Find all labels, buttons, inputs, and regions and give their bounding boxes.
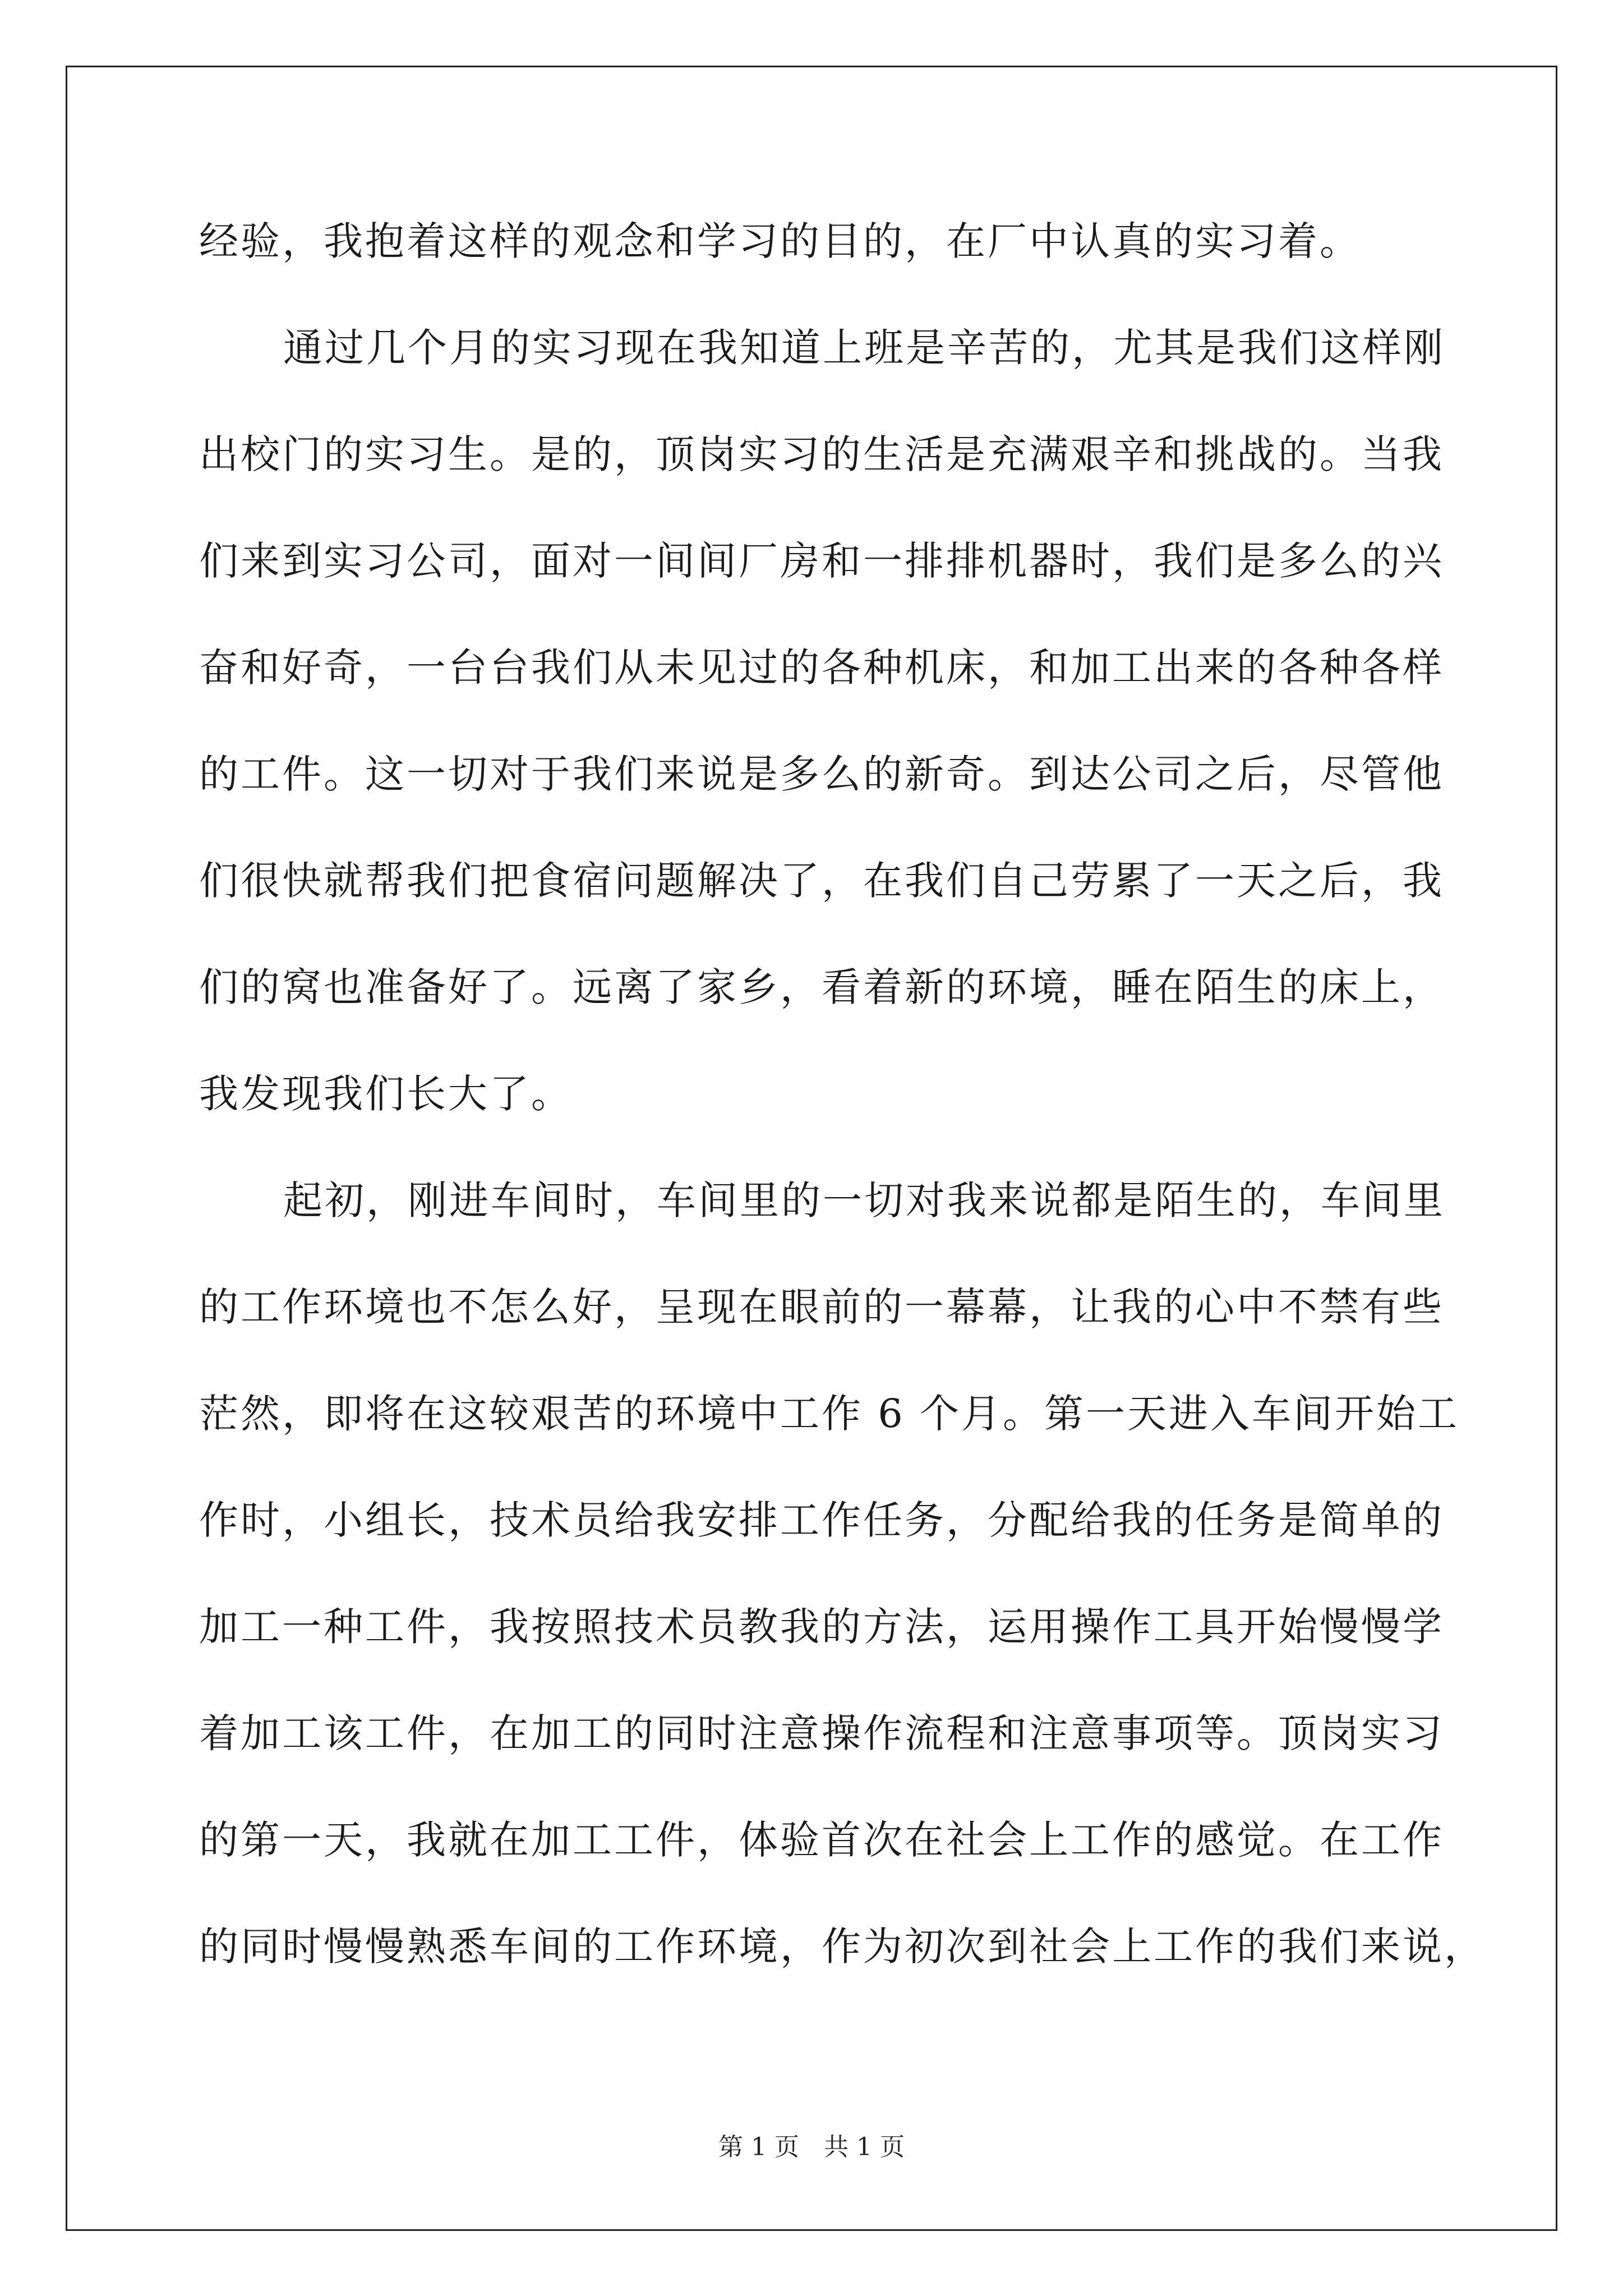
text-line-6: 的工件。这一切对于我们来说是多么的新奇。到达公司之后，尽管他 [199,751,1444,797]
text-line-4: 们来到实习公司，面对一间间厂房和一排排机器时，我们是多么的兴 [199,538,1444,584]
text-line-11: 的工作环境也不怎么好，呈现在眼前的一幕幕，让我的心中不禁有些 [199,1284,1444,1330]
text-line-12: 茫然，即将在这较艰苦的环境中工作 6 个月。第一天进入车间开始工 [199,1391,1460,1437]
text-line-10: 起初，刚进车间时，车间里的一切对我来说都是陌生的，车间里 [283,1177,1445,1223]
page-number-footer: 第 1 页 共 1 页 [718,2133,905,2161]
text-line-9: 我发现我们长大了。 [199,1071,573,1117]
text-line-14: 加工一种工件，我按照技术员教我的方法，运用操作工具开始慢慢学 [199,1604,1444,1650]
text-line-16: 的第一天，我就在加工工件，体验首次在社会上工作的感觉。在工作 [199,1817,1444,1863]
text-line-8: 们的窝也准备好了。远离了家乡，看着新的环境，睡在陌生的床上， [199,964,1444,1010]
text-line-2: 通过几个月的实习现在我知道上班是辛苦的，尤其是我们这样刚 [283,325,1445,371]
text-line-17: 的同时慢慢熟悉车间的工作环境，作为初次到社会上工作的我们来说， [199,1924,1486,1970]
text-line-1: 经验，我抱着这样的观念和学习的目的，在厂中认真的实习着。 [199,218,1361,264]
document-body [199,188,1486,2000]
text-line-15: 着加工该工件，在加工的同时注意操作流程和注意事项等。顶岗实习 [199,1710,1444,1756]
text-line-5: 奋和好奇，一台台我们从未见过的各种机床，和加工出来的各种各样 [199,645,1444,691]
text-line-7: 们很快就帮我们把食宿问题解决了，在我们自己劳累了一天之后，我 [199,858,1444,904]
text-line-3: 出校门的实习生。是的，顶岗实习的生活是充满艰辛和挑战的。当我 [199,431,1444,477]
text-line-13: 作时，小组长，技术员给我安排工作任务，分配给我的任务是简单的 [199,1497,1444,1543]
